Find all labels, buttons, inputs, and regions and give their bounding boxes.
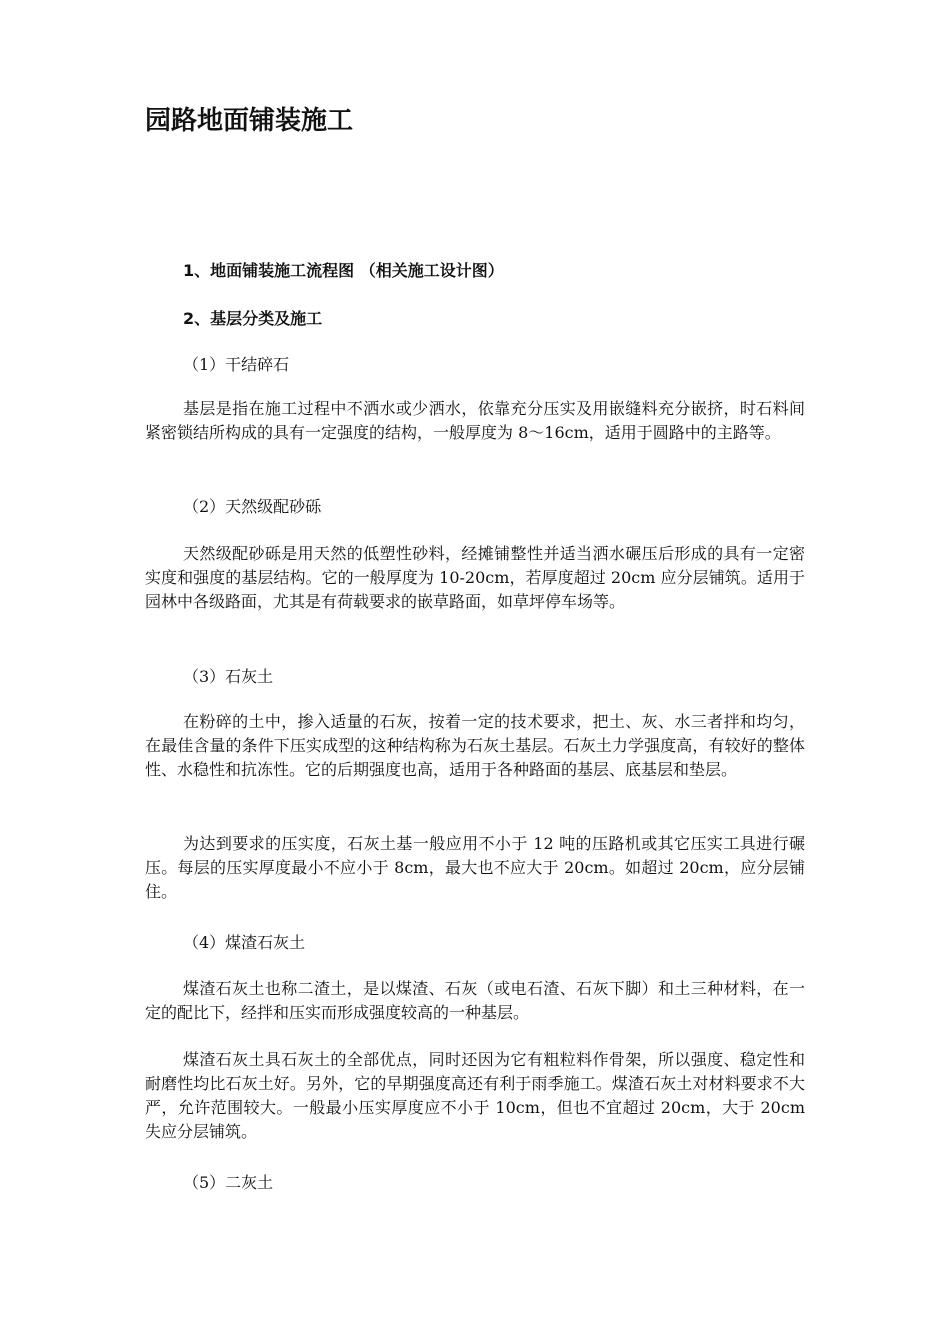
- paragraph: 在粉碎的土中，掺入适量的石灰，按着一定的技术要求，把土、灰、水三者拌和均匀，在最佳含量的条件下压实成型的这种结构称为石灰土基层。石灰土力学强度高，有较好的整体性、水稳性和抗冻性。它的后期强度也高，适用于各种路面的基层、底基层和垫层。: [145, 712, 805, 779]
- paragraph: 煤渣石灰土也称二渣土，是以煤渣、石灰（或电石渣、石灰下脚）和土三种材料，在一定的配比下，经拌和压实而形成强度较高的一种基层。: [145, 979, 805, 1022]
- paragraph: 为达到要求的压实度，石灰土基一般应用不小于 12 吨的压路机或其它压实工具进行碾压。每层的压实厚度最小不应小于 8cm，最大也不应大于 20cm。如超过 20cm，应分层铺住。: [145, 834, 805, 901]
- paragraph: 天然级配砂砾是用天然的低塑性砂料，经摊铺整性并适当洒水碾压后形成的具有一定密实度和强度的基层结构。它的一般厚度为 10-20cm，若厚度超过 20cm 应分层铺筑。适用于园林中各级路面，尤其是有荷载要求的嵌草路面，如草坪停车场等。: [145, 544, 805, 611]
- heading-base-types: 2、基层分类及施工: [183, 309, 323, 328]
- heading-flowchart: 1、地面铺装施工流程图 （相关施工设计图）: [183, 261, 504, 280]
- section-label-lime-soil: （3）石灰土: [183, 667, 274, 686]
- paragraph: 煤渣石灰土具石灰土的全部优点，同时还因为它有粗粒料作骨架，所以强度、稳定性和耐磨性均比石灰土好。另外，它的早期强度高还有利于雨季施工。煤渣石灰土对材料要求不大严，允许范围较大。一般最小压实厚度应不小于 10cm，但也不宜超过 20cm，大于 20cm 失应分层铺筑。: [145, 1050, 805, 1141]
- document-title: 园路地面铺装施工: [145, 106, 354, 136]
- section-label-two-lime-soil: （5）二灰土: [183, 1173, 274, 1192]
- section-label-dry-gravel: （1）干结碎石: [183, 355, 290, 374]
- section-label-cinder-lime-soil: （4）煤渣石灰土: [183, 933, 306, 952]
- section-label-natural-gravel: （2）天然级配砂砾: [183, 497, 322, 516]
- paragraph: 基层是指在施工过程中不洒水或少洒水，依靠充分压实及用嵌缝料充分嵌挤，时石料间紧密锁结所构成的具有一定强度的结构，一般厚度为 8～16cm，适用于圆路中的主路等。: [145, 399, 805, 442]
